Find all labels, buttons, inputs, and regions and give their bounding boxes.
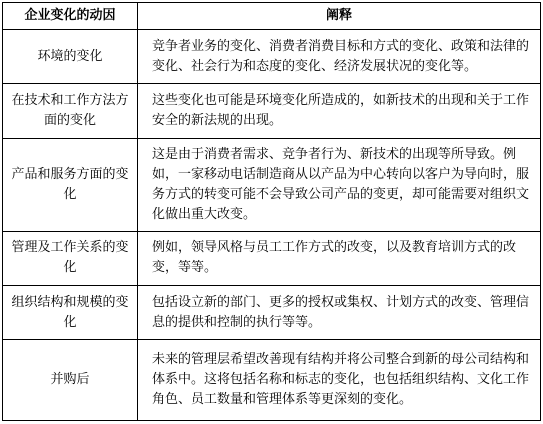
- description-cell: 竞争者业务的变化、消费者消费目标和方式的变化、政策和法律的变化、社会行为和态度的变化、经济发展状况的变化等。: [138, 30, 541, 84]
- description-cell: 未来的管理层希望改善现有结构并将公司整合到新的母公司结构和体系中。这将包括名称和标志的变化，也包括组织结构、文化工作角色、员工数量和管理体系等更深刻的变化。: [138, 340, 541, 421]
- table-header-row: [3, 3, 541, 30]
- table-row: [3, 231, 541, 285]
- factor-cell: 并购后: [3, 340, 138, 421]
- table-row: [3, 30, 541, 84]
- header-explanation: 阐释: [138, 3, 541, 30]
- description-cell: 这是由于消费者需求、竞争者行为、新技术的出现等所导致。例如，一家移动电话制造商从以产品为中心转向以客户为导向时，服务方式的转变可能不会导致公司产品的变更，却可能需要对组织文化做出重大改变。: [138, 138, 541, 231]
- table-row: [3, 138, 541, 231]
- factor-cell: 管理及工作关系的变化: [3, 231, 138, 285]
- factor-cell: 组织结构和规模的变化: [3, 285, 138, 339]
- factor-cell: 环境的变化: [3, 30, 138, 84]
- change-drivers-table: [2, 2, 541, 421]
- description-cell: 包括设立新的部门、更多的授权或集权、计划方式的改变、管理信息的提供和控制的执行等等。: [138, 285, 541, 339]
- table-row: [3, 340, 541, 421]
- factor-cell: 在技术和工作方法方面的变化: [3, 84, 138, 138]
- factor-cell: 产品和服务方面的变化: [3, 138, 138, 231]
- description-cell: 这些变化也可能是环境变化所造成的，如新技术的出现和关于工作安全的新法规的出现。: [138, 84, 541, 138]
- description-cell: 例如，领导风格与员工工作方式的改变，以及教育培训方式的改变，等等。: [138, 231, 541, 285]
- table-row: [3, 285, 541, 339]
- table-row: [3, 84, 541, 138]
- header-factor: 企业变化的动因: [3, 3, 138, 30]
